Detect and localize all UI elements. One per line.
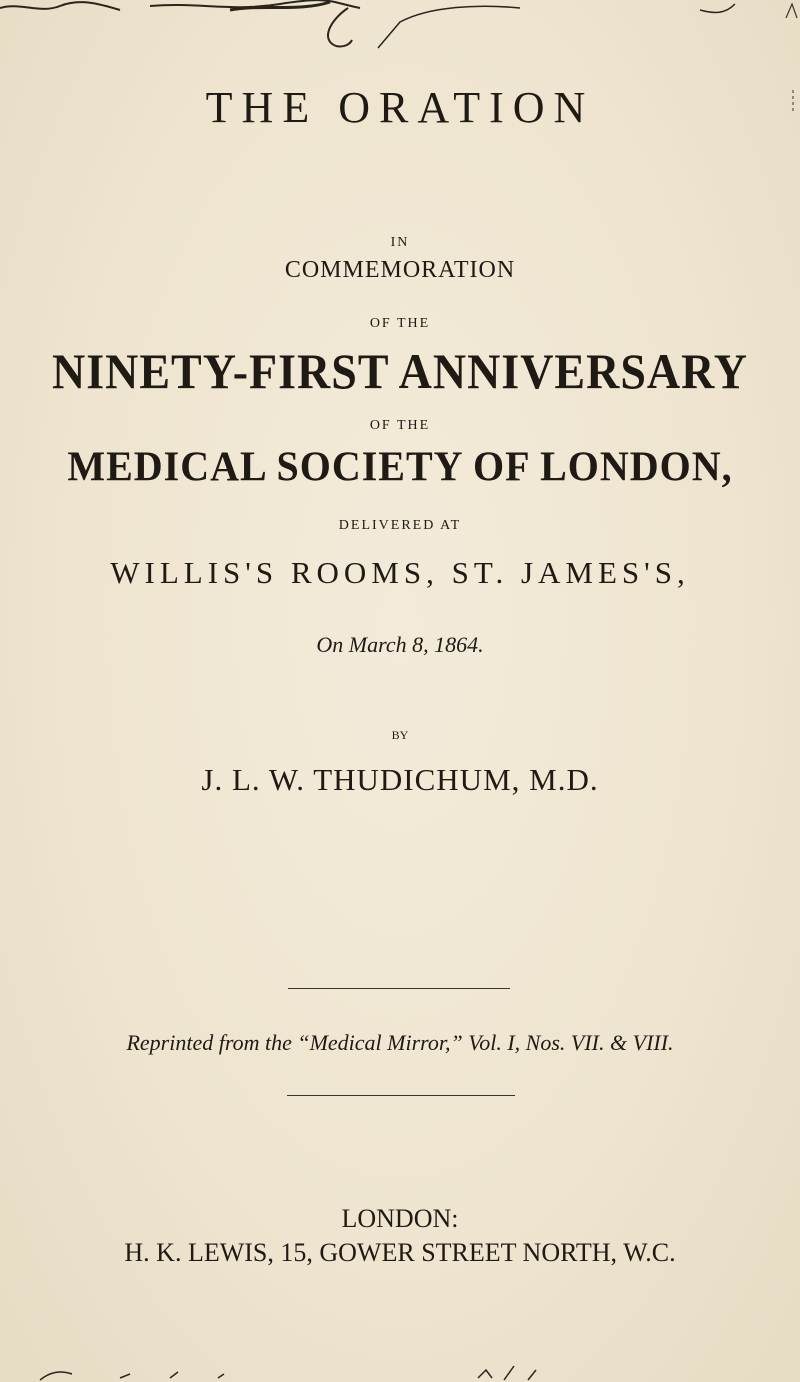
society-heading: MEDICAL SOCIETY OF LONDON, <box>67 442 733 491</box>
subtitle-of-the-2: OF THE <box>369 418 431 433</box>
by-label: BY <box>391 728 409 742</box>
anniversary-heading: NINETY-FIRST ANNIVERSARY <box>52 343 748 400</box>
subtitle-of-the: OF THE <box>369 316 431 331</box>
divider-top <box>288 988 510 989</box>
venue: WILLIS'S ROOMS, ST. JAMES'S, <box>110 555 690 590</box>
imprint-city: LONDON: <box>341 1204 459 1233</box>
publisher: H. K. LEWIS, 15, GOWER STREET NORTH, W.C. <box>124 1238 676 1267</box>
handwritten-scribble <box>0 0 800 60</box>
main-title: THE ORATION <box>205 83 595 132</box>
author: J. L. W. THUDICHUM, M.D. <box>201 762 599 797</box>
date: On March 8, 1864. <box>316 632 484 657</box>
divider-bottom <box>287 1095 515 1096</box>
reprint-note: Reprinted from the “Medical Mirror,” Vol. I, Nos. VII. & VIII. <box>126 1030 674 1055</box>
delivered-at: DELIVERED AT <box>338 518 462 533</box>
bottom-scribble <box>0 1360 800 1382</box>
subtitle-commemoration: COMMEMORATION <box>284 257 516 283</box>
subtitle-in: IN <box>390 235 410 250</box>
